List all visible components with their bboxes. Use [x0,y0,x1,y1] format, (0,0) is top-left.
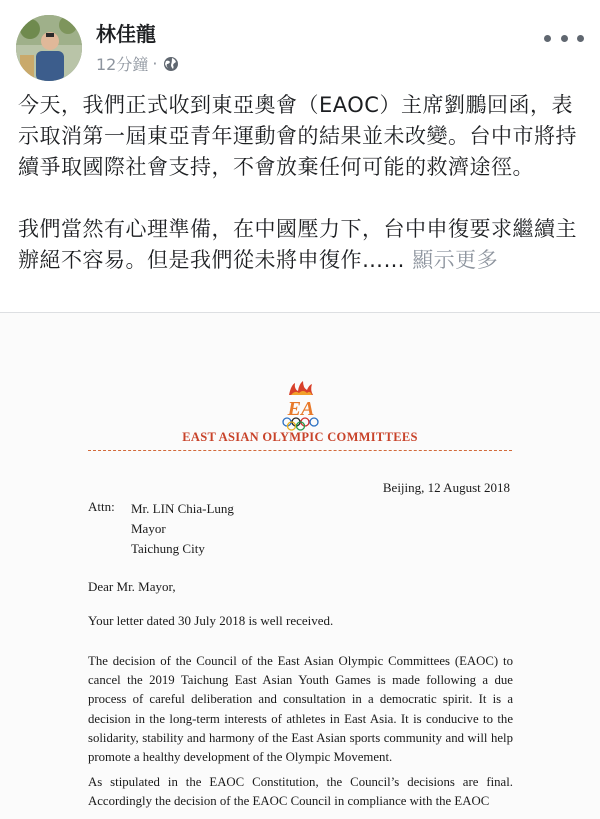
avatar[interactable] [16,15,82,81]
letter-date: Beijing, 12 August 2018 [382,480,510,495]
post-paragraph-2-text: 我們當然有心理準備，在中國壓力下，台中申復要求繼續主辦絕不容易。但是我們從未將申復作…… [18,217,577,272]
attn-label: Attn: [88,499,115,514]
eaoc-logo [279,381,323,431]
attn-block [131,499,234,559]
salutation: Dear Mr. Mayor, [88,579,176,594]
org-name: EAST ASIAN OLYMPIC COMMITTEES [182,430,418,444]
paragraph-gap [18,183,584,214]
letter-paragraph-1: Your letter dated 30 July 2018 is well received. [88,613,334,628]
globe-icon[interactable] [163,56,179,72]
see-more-link[interactable]: 顯示更多 [412,248,499,272]
dot [577,35,584,42]
post-paragraph-2 [18,214,584,276]
letter-paragraph-3: As stipulated in the EAOC Constitution, the Council’s decisions are final. Accordingly the decision of the EAOC Council in compliance with the EAOC [88,775,513,809]
attn-city: Taichung City [131,541,205,556]
attn-name: Mr. LIN Chia-Lung [131,501,234,516]
author-name[interactable]: 林佳龍 [96,22,156,46]
letterhead-rule [88,450,512,451]
more-options-icon[interactable] [544,28,584,48]
post-text [18,90,584,276]
post-time[interactable]: 12分鐘 [96,55,149,74]
letter-image[interactable] [0,313,600,819]
dot [544,35,551,42]
post-meta [96,52,179,75]
meta-separator: · [152,54,158,73]
logo-lettering: EA [287,398,315,420]
dot [561,35,568,42]
letter-paragraph-2: The decision of the Council of the East Asian Olympic Committees (EAOC) to cancel the 2019 Taichung East Asian Youth Games is made following a due process of careful deliberation and consultation in a democratic spirit. It is a decision in the long-term interests of athletes in East Asia. It is conducive to the solidarity, stability and harmony of the East Asian sports community and will help promote a healthy development of the Olympic Movement. [88,654,513,765]
post-header [0,0,600,84]
post-paragraph-1: 今天，我們正式收到東亞奧會（EAOC）主席劉鵬回函，表示取消第一屆東亞青年運動會的結果並未改變。台中市將持續爭取國際社會支持，不會放棄任何可能的救濟途徑。 [18,93,577,179]
attn-title: Mayor [131,521,166,536]
